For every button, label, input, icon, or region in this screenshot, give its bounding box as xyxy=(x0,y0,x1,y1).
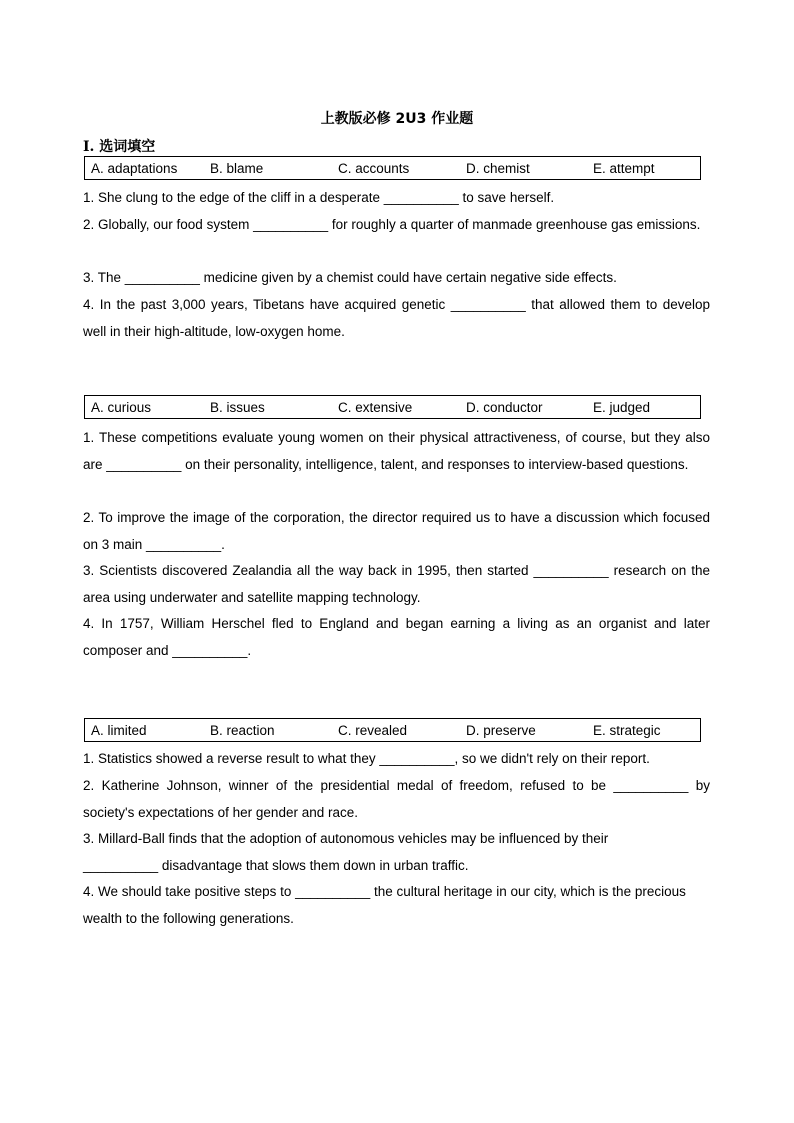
word-option: A. limited xyxy=(91,723,147,738)
question-item: 1. These competitions evaluate young women on their physical attractiveness, of course, but they also are __________ on their personality, intelligence, talent, and responses to interview-based questions. xyxy=(83,430,710,472)
question-item: 3. Scientists discovered Zealandia all the way back in 1995, then started __________ research on the area using underwater and satellite mapping technology. xyxy=(83,563,710,605)
word-bank-2 xyxy=(84,395,701,419)
word-option: B. issues xyxy=(210,400,265,415)
word-option: D. chemist xyxy=(466,161,530,176)
word-option: C. extensive xyxy=(338,400,413,415)
word-option: B. reaction xyxy=(210,723,275,738)
question-item: 1. She clung to the edge of the cliff in a desperate __________ to save herself. xyxy=(83,190,555,205)
word-option: D. conductor xyxy=(466,400,543,415)
word-option: D. preserve xyxy=(466,723,536,738)
word-option: E. judged xyxy=(593,400,651,415)
word-bank-1 xyxy=(84,156,701,180)
word-option: C. revealed xyxy=(338,723,408,738)
word-option: B. blame xyxy=(210,161,264,176)
word-option: A. adaptations xyxy=(91,161,178,176)
question-item: 1. Statistics showed a reverse result to what they __________, so we didn't rely on their report. xyxy=(83,751,650,766)
section-heading: I. 选词填空 xyxy=(83,139,156,155)
question-item: 4. We should take positive steps to __________ the cultural heritage in our city, which is the precious wealth to the following generations. xyxy=(83,884,686,926)
word-option: C. accounts xyxy=(338,161,410,176)
question-item: 2. To improve the image of the corporation, the director required us to have a discussion which focused on 3 main __________. xyxy=(83,510,710,552)
question-item: 3. The __________ medicine given by a chemist could have certain negative side effects. xyxy=(83,270,617,285)
question-item: 4. In 1757, William Herschel fled to England and began earning a living as an organist and later composer and __________. xyxy=(83,616,710,658)
page-title: 上教版必修 2U3 作业题 xyxy=(320,111,474,127)
question-item: 4. In the past 3,000 years, Tibetans have acquired genetic __________ that allowed them to develop well in their high-altitude, low-oxygen home. xyxy=(83,297,710,339)
question-item: 2. Globally, our food system __________ for roughly a quarter of manmade greenhouse gas emissions. xyxy=(83,217,701,232)
word-option: A. curious xyxy=(91,400,152,415)
question-item: 3. Millard-Ball finds that the adoption of autonomous vehicles may be influenced by their __________ disadvantage that slows them down in urban traffic. xyxy=(83,831,609,873)
word-option: E. strategic xyxy=(593,723,661,738)
question-item: 2. Katherine Johnson, winner of the presidential medal of freedom, refused to be __________ by society's expectations of her gender and race. xyxy=(83,778,710,820)
word-bank-3 xyxy=(84,718,701,742)
word-option: E. attempt xyxy=(593,161,655,176)
